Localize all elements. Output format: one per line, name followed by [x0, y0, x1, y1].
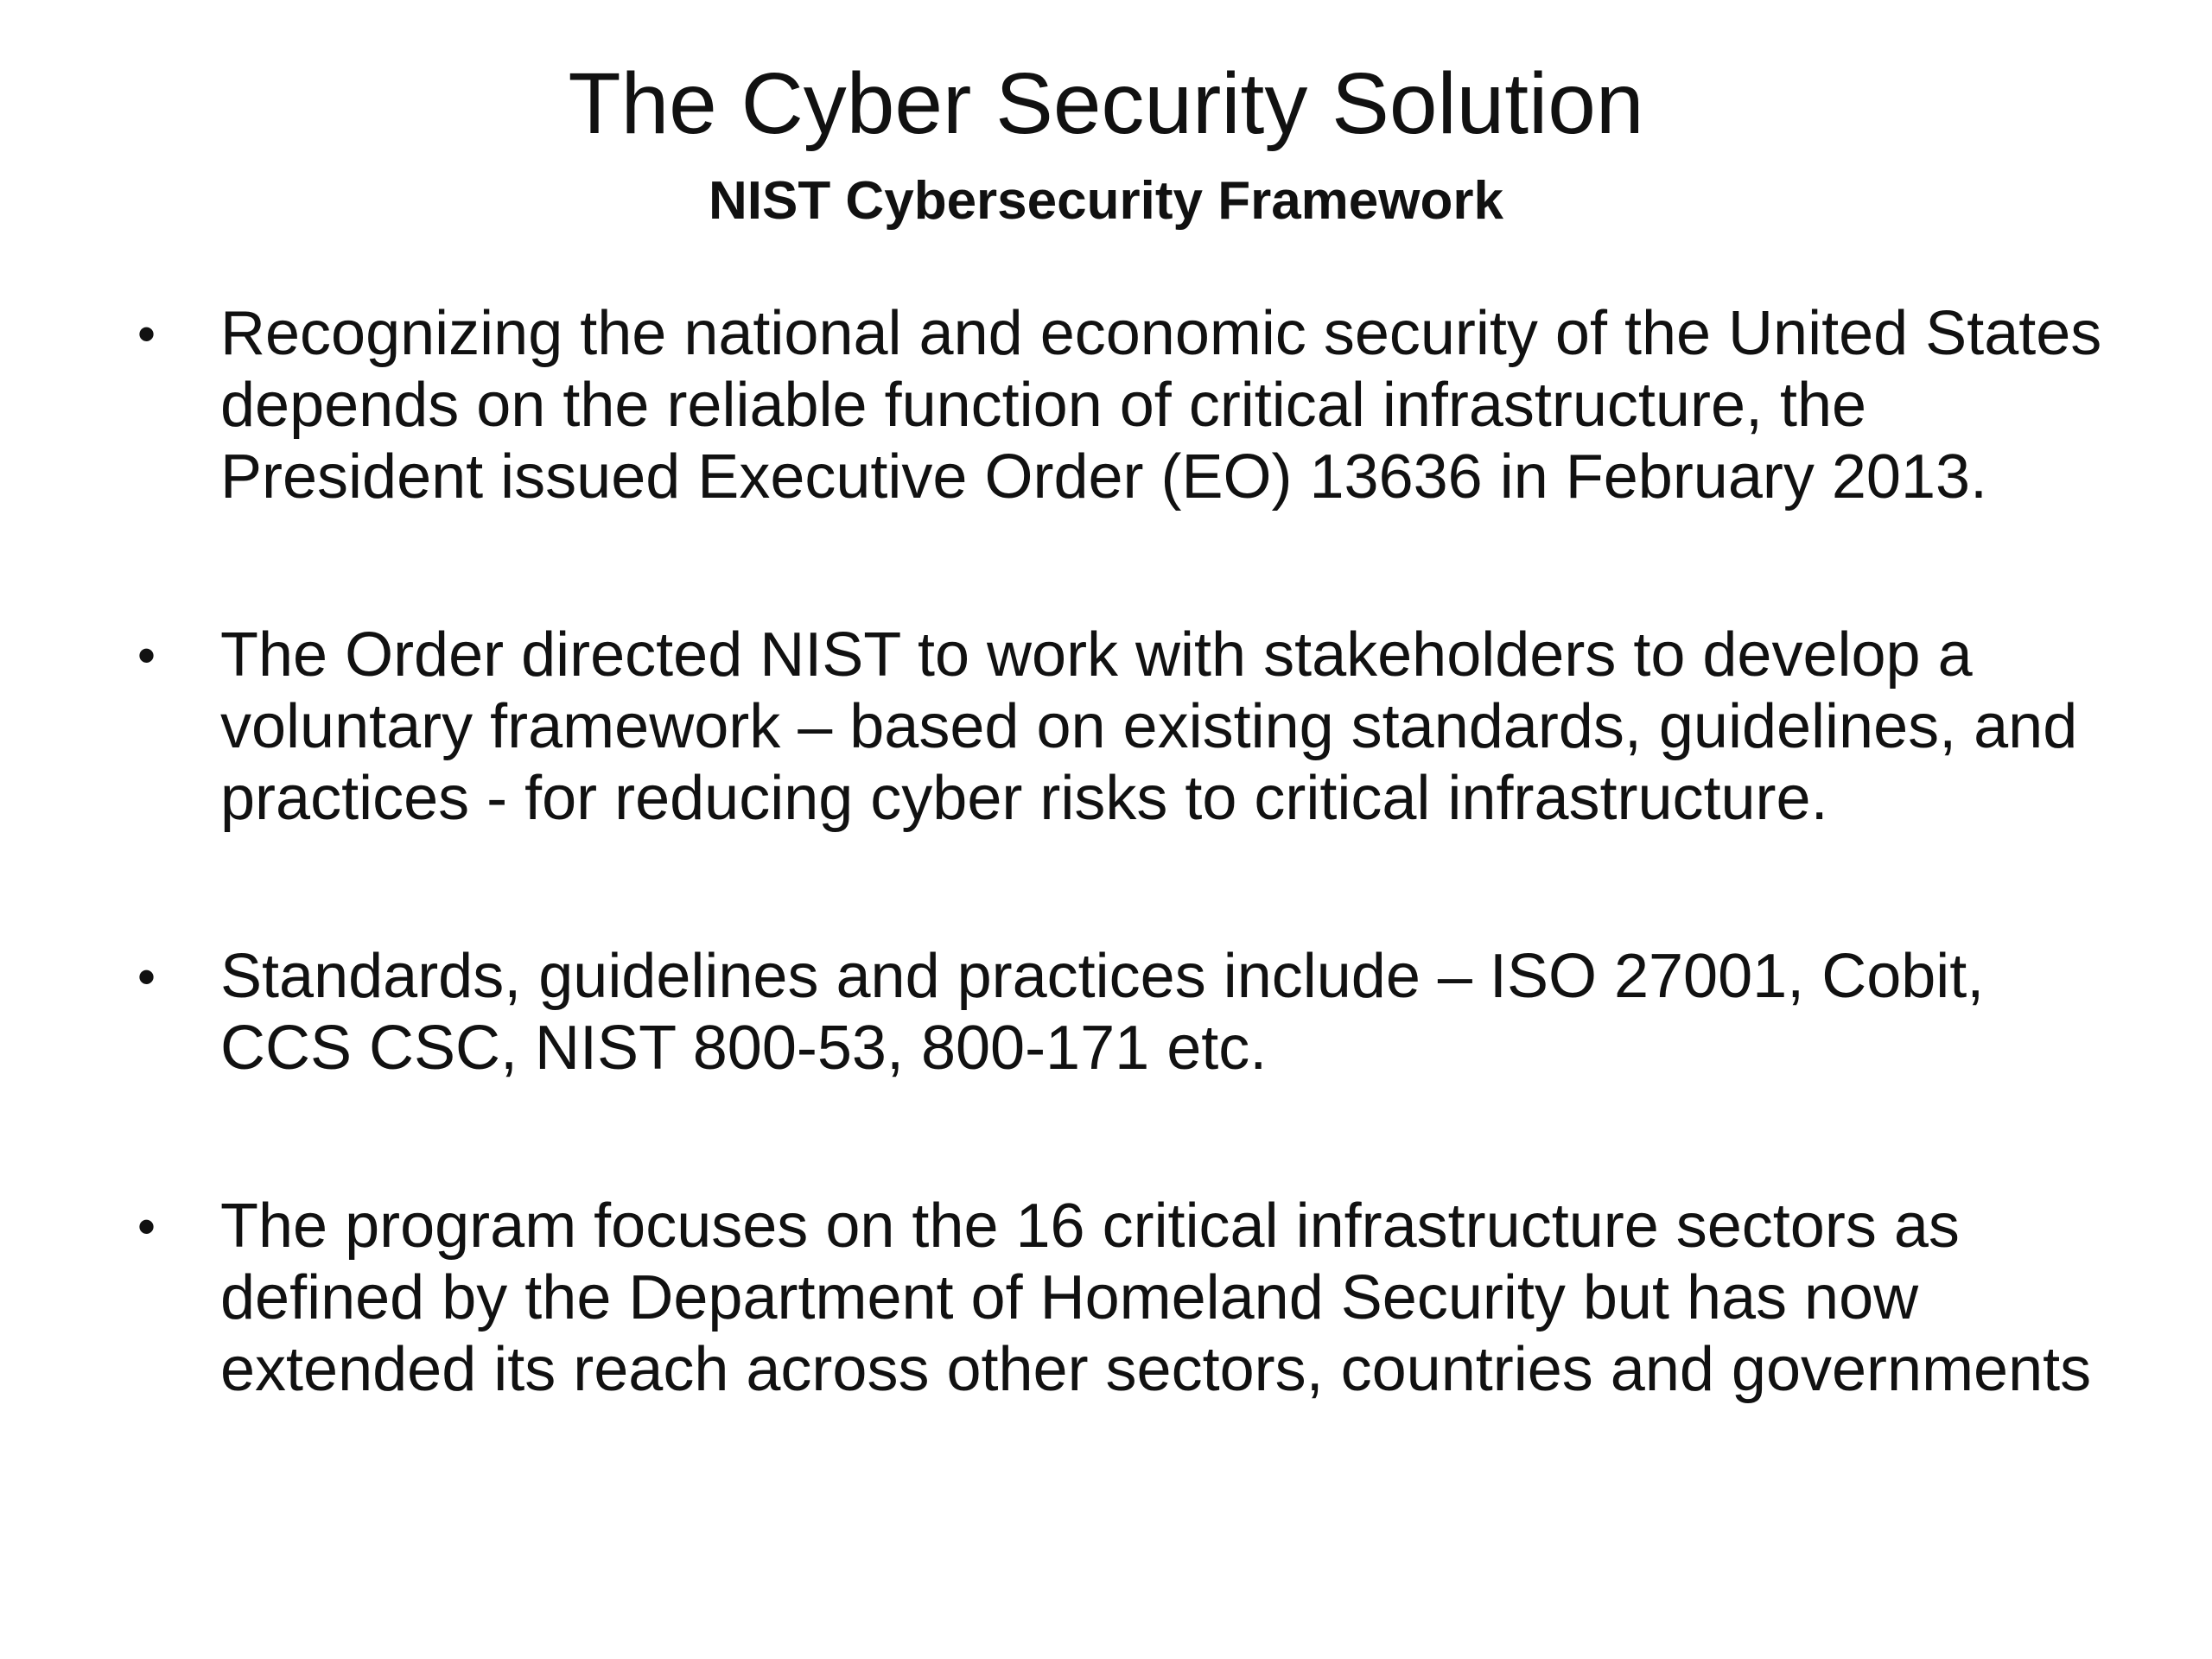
bullet-dot: •	[137, 1198, 156, 1255]
bullet-item	[134, 1191, 2113, 1406]
bullet-list	[134, 298, 2113, 1406]
bullet-text: Recognizing the national and economic security of the United States depends on the reliable function of critical infrastructure, the President issued Executive Order (EO) 13636 in February 2013.	[220, 299, 2102, 512]
bullet-item	[134, 620, 2113, 835]
bullet-text: Standards, guidelines and practices include – ISO 27001, Cobit, CCS CSC, NIST 800-53, 800-171 etc.	[220, 942, 1985, 1083]
slide-title: The Cyber Security Solution	[568, 55, 1644, 152]
bullet-dot: •	[137, 626, 156, 684]
bullet-dot: •	[137, 305, 156, 363]
bullet-item	[134, 941, 2113, 1084]
bullet-item	[134, 298, 2113, 513]
bullet-text: The program focuses on the 16 critical infrastructure sectors as defined by the Department of Homeland Security but has now extended its reach across other sectors, countries and governments	[220, 1192, 2092, 1404]
bullet-text: The Order directed NIST to work with stakeholders to develop a voluntary framework – based on existing standards, guidelines, and practices - for reducing cyber risks to critical infrastructure.	[220, 620, 2078, 833]
slide-subtitle: NIST Cybersecurity Framework	[708, 171, 1503, 231]
bullet-dot: •	[137, 948, 156, 1006]
